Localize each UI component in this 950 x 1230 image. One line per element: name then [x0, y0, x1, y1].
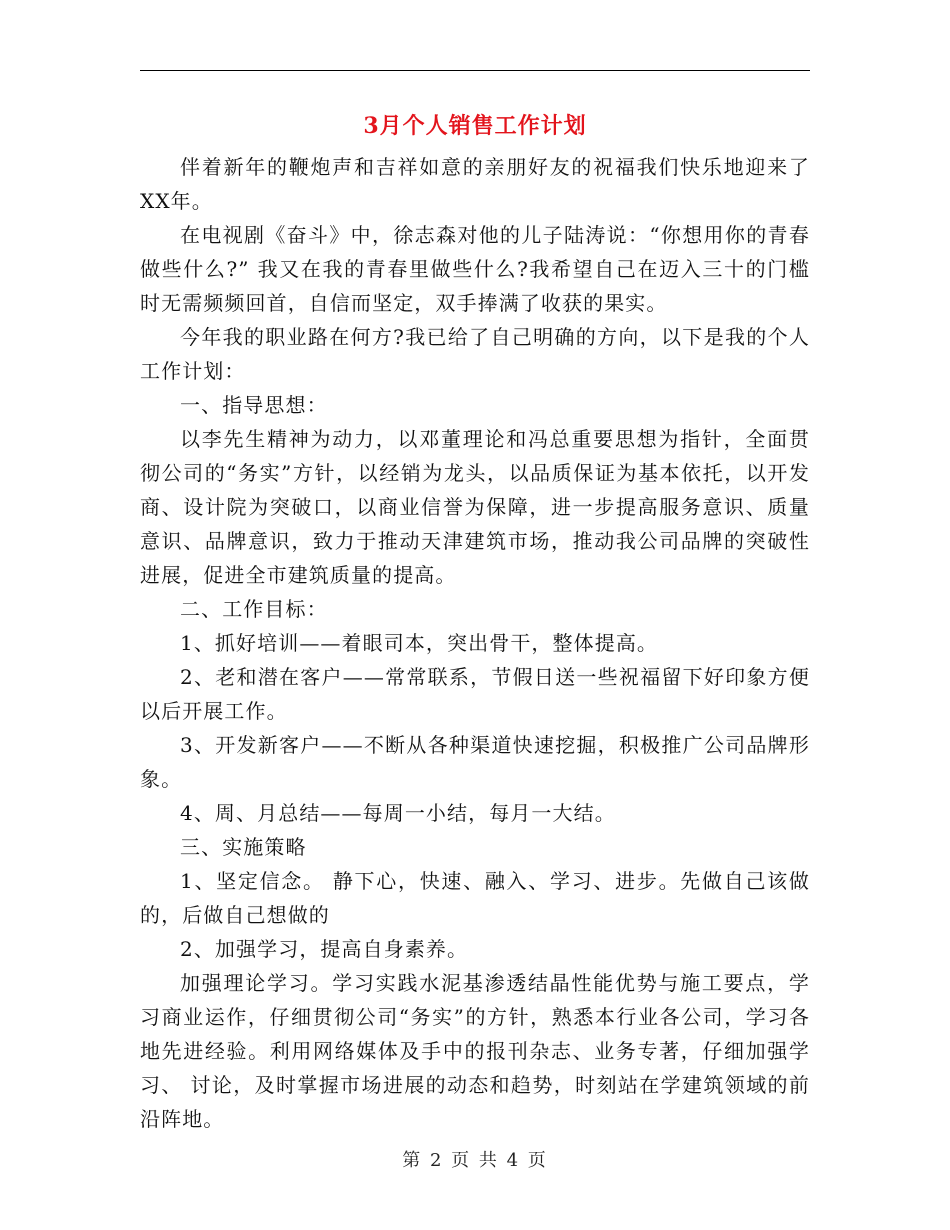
- section-heading: 二、工作目标：: [180, 597, 328, 621]
- list-item: 1、坚定信念。 静下心，快速、融入、学习、进步。先做自己该做的，后做自己想做的: [140, 869, 810, 927]
- list-item: 2、加强学习，提高自身素养。: [180, 937, 469, 961]
- list-item: 2、老和潜在客户——常常联系，节假日送一些祝福留下好印象方便以后开展工作。: [140, 665, 810, 723]
- paragraph: 今年我的职业路在何方?我已给了自己明确的方向，以下是我的个人工作计划：: [140, 325, 810, 383]
- document-title: 3月个人销售工作计划: [363, 113, 587, 139]
- list-item: 4、周、月总结——每周一小结，每月一大结。: [180, 801, 616, 825]
- list-item: 1、抓好培训——着眼司本，突出骨干，整体提高。: [180, 631, 659, 655]
- document-body: [140, 150, 810, 1136]
- page-number: 第 2 页 共 4 页: [402, 1150, 548, 1171]
- paragraph: 加强理论学习。学习实践水泥基渗透结晶性能优势与施工要点，学习商业运作，仔细贯彻公司“务实”的方针，熟悉本行业各公司，学习各地先进经验。利用网络媒体及手中的报刊杂志、业务专著，仔细加强学习、 讨论，及时掌握市场进展的动态和趋势，时刻站在学建筑领域的前沿阵地。: [140, 971, 810, 1131]
- paragraph: 在电视剧《奋斗》中，徐志森对他的儿子陆涛说：“你想用你的青春做些什么?” 我又在我的青春里做些什么?我希望自己在迈入三十的门槛时无需频频回首，自信而坚定，双手捧满了收获的果实。: [140, 223, 810, 315]
- header-rule: [140, 70, 810, 71]
- list-item: 3、开发新客户——不断从各种渠道快速挖掘，积极推广公司品牌形象。: [140, 733, 810, 791]
- section-heading: 一、指导思想：: [180, 393, 328, 417]
- paragraph: 伴着新年的鞭炮声和吉祥如意的亲朋好友的祝福我们快乐地迎来了XX年。: [140, 155, 810, 213]
- section-heading: 三、实施策略: [180, 835, 307, 859]
- paragraph: 以李先生精神为动力，以邓董理论和冯总重要思想为指针，全面贯彻公司的“务实”方针，以经销为龙头，以品质保证为基本依托，以开发商、设计院为突破口，以商业信誉为保障，进一步提高服务意识、质量意识、品牌意识，致力于推动天津建筑市场，推动我公司品牌的突破性进展，促进全市建筑质量的提高。: [140, 427, 810, 587]
